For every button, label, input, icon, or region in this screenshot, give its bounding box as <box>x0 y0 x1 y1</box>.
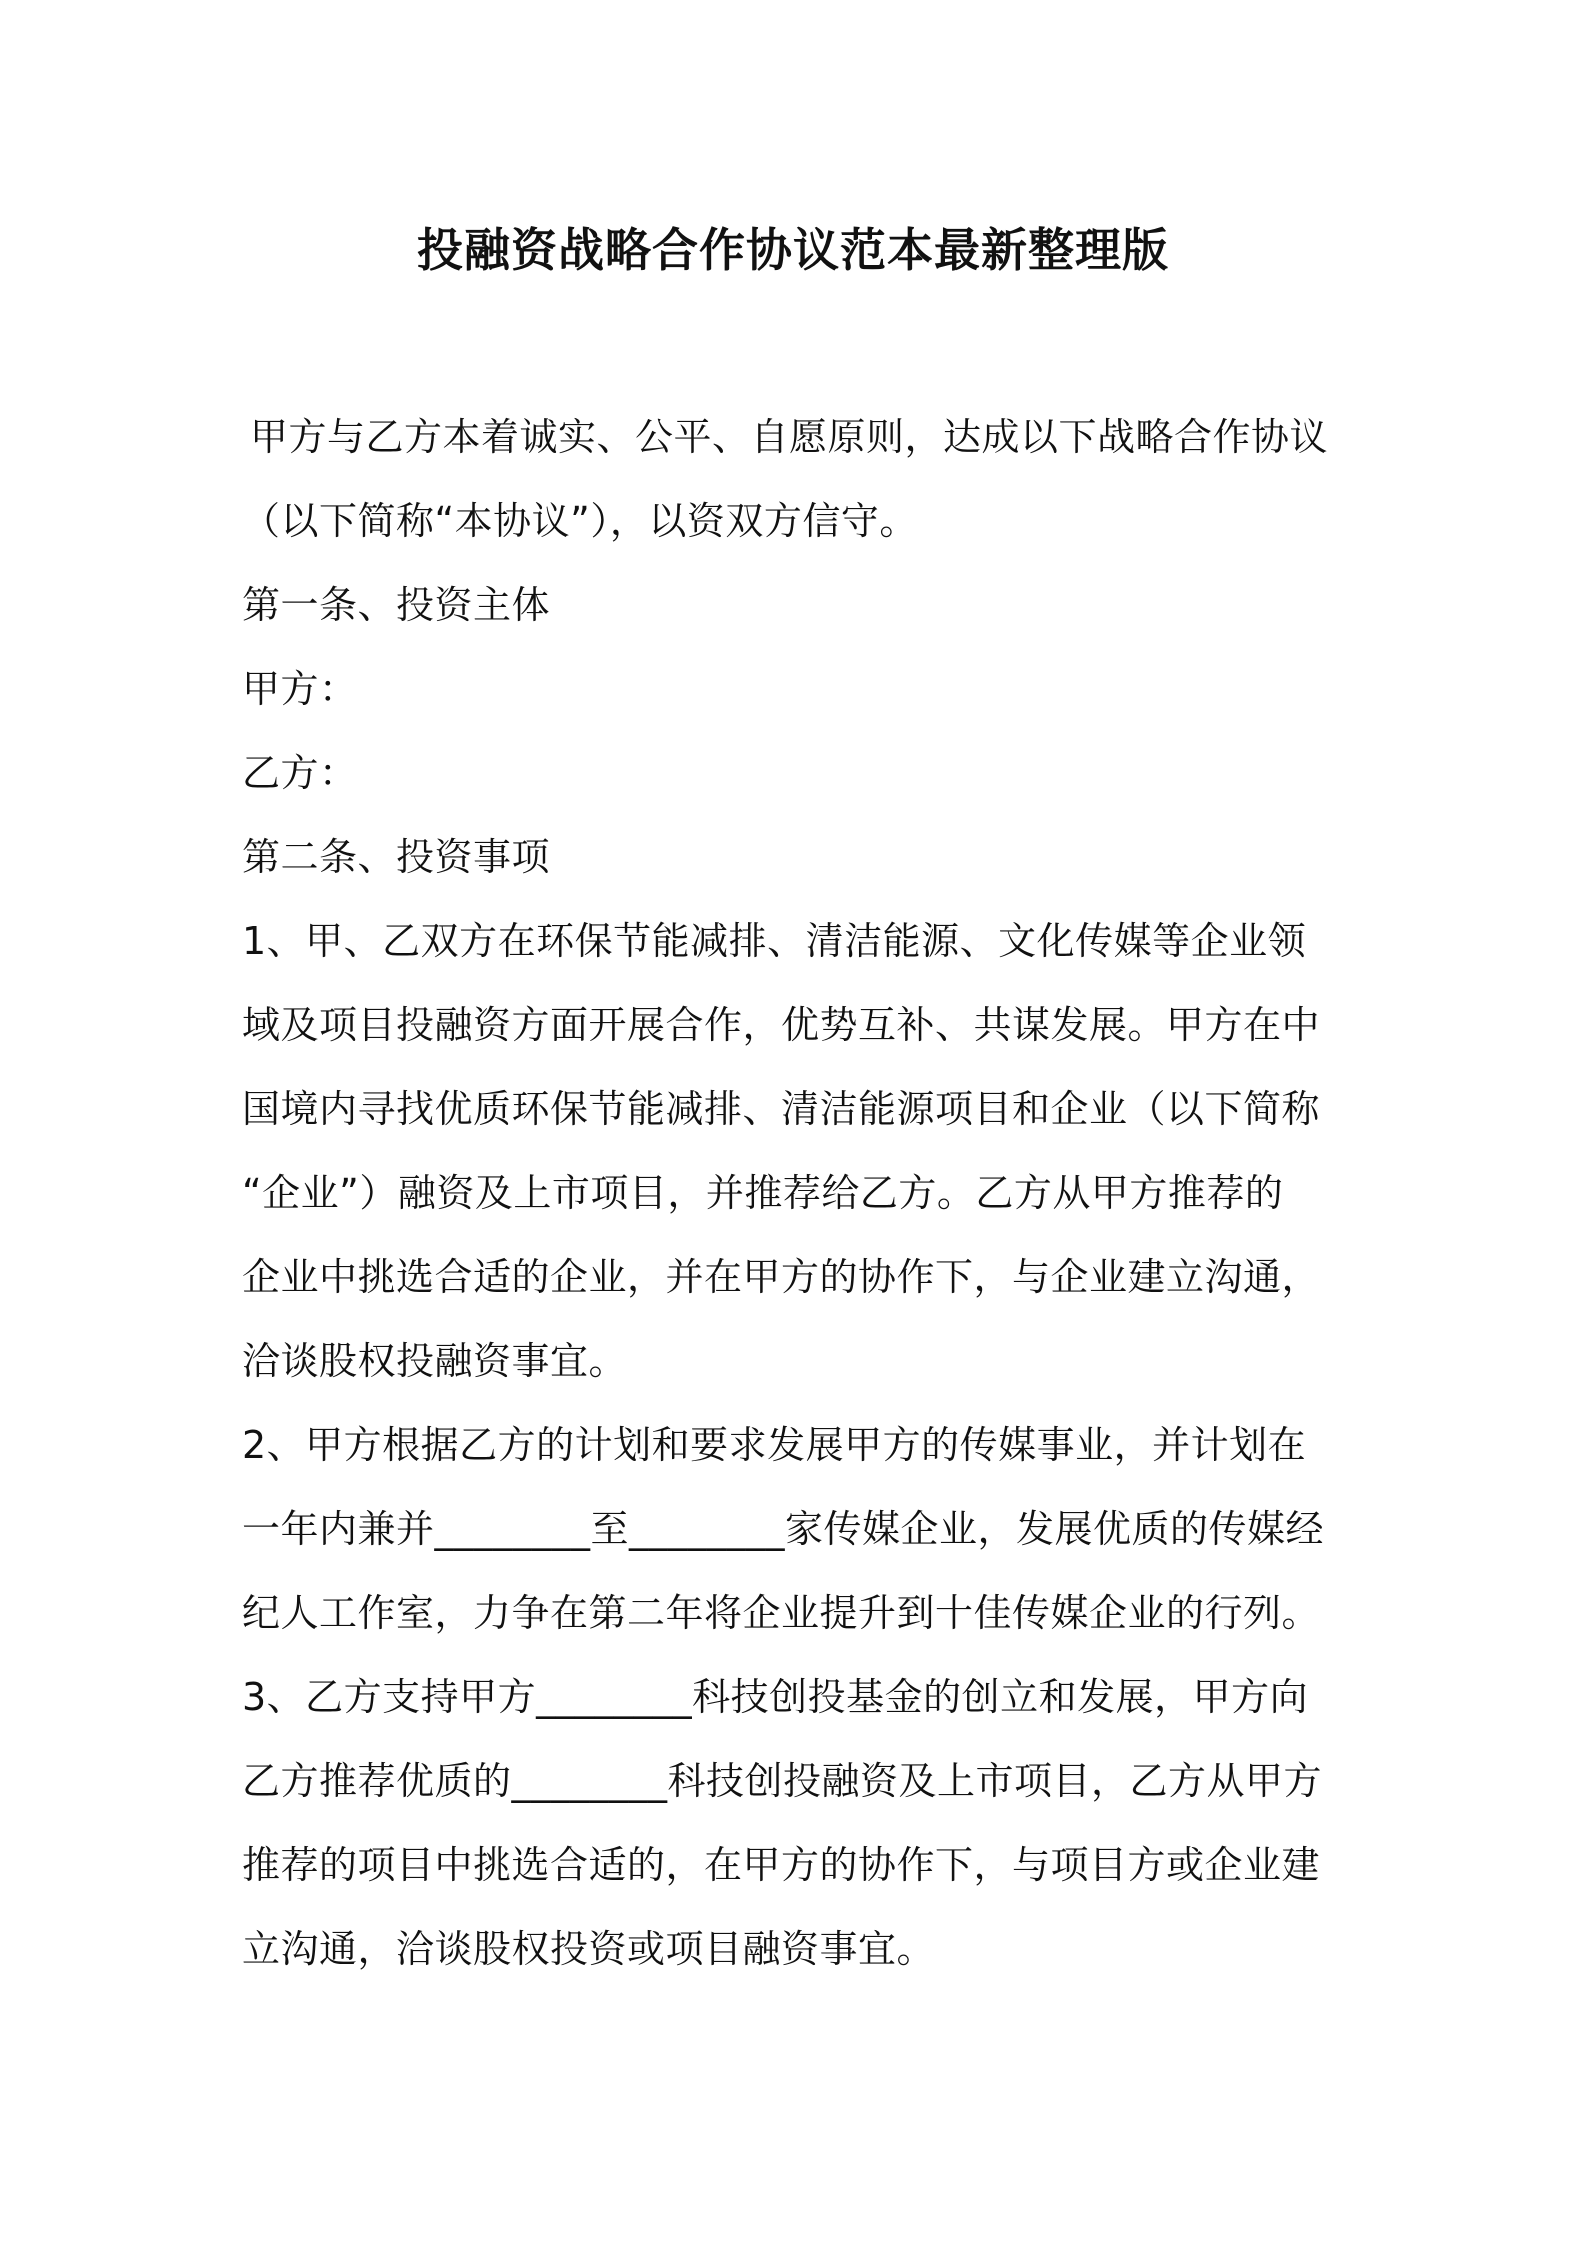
paragraph-line: 推荐的项目中挑选合适的，在甲方的协作下，与项目方或企业建 <box>242 1843 1321 1887</box>
paragraph-line: 纪人工作室，力争在第二年将企业提升到十佳传媒企业的行列。 <box>242 1591 1321 1635</box>
section-heading: 第一条、投资主体 <box>242 583 551 627</box>
paragraph-line: （以下简称“本协议”），以资双方信守。 <box>242 499 918 543</box>
party-b-field: 乙方： <box>242 751 358 795</box>
paragraph-line: 一年内兼并________至________家传媒企业，发展优质的传媒经 <box>242 1507 1325 1551</box>
paragraph-line: 企业中挑选合适的企业，并在甲方的协作下，与企业建立沟通， <box>242 1255 1321 1299</box>
paragraph-line: 立沟通，洽谈股权投资或项目融资事宜。 <box>242 1927 936 1971</box>
paragraph-line: “企业”）融资及上市项目，并推荐给乙方。乙方从甲方推荐的 <box>242 1171 1284 1215</box>
paragraph-line: 甲方与乙方本着诚实、公平、自愿原则，达成以下战略合作协议 <box>250 415 1329 459</box>
paragraph-line: 3、乙方支持甲方________科技创投基金的创立和发展，甲方向 <box>242 1675 1309 1719</box>
paragraph-line: 国境内寻找优质环保节能减排、清洁能源项目和企业（以下简称 <box>242 1087 1321 1131</box>
paragraph-line: 域及项目投融资方面开展合作，优势互补、共谋发展。甲方在中 <box>242 1003 1321 1047</box>
paragraph-line: 洽谈股权投融资事宜。 <box>242 1339 628 1383</box>
document-title: 投融资战略合作协议范本最新整理版 <box>417 223 1169 277</box>
party-a-field: 甲方： <box>242 667 358 711</box>
paragraph-line: 2、甲方根据乙方的计划和要求发展甲方的传媒事业，并计划在 <box>242 1423 1307 1467</box>
paragraph-line: 乙方推荐优质的________科技创投融资及上市项目，乙方从甲方 <box>242 1759 1323 1803</box>
document-body <box>242 395 1356 1991</box>
section-heading: 第二条、投资事项 <box>242 835 551 879</box>
paragraph-line: 1、甲、乙双方在环保节能减排、清洁能源、文化传媒等企业领 <box>242 919 1307 963</box>
